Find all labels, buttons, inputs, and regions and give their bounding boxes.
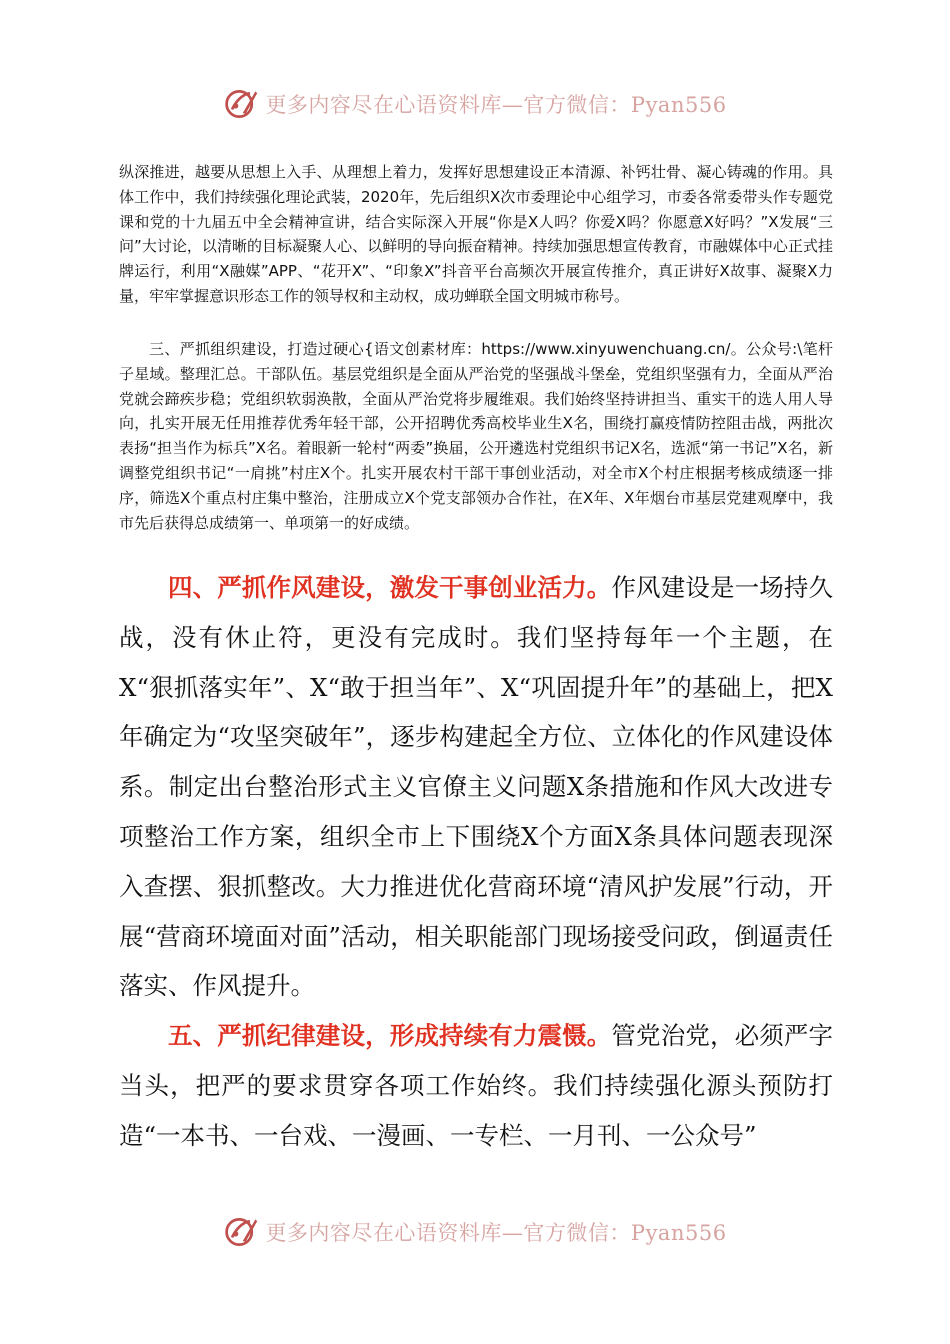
section-three-paragraph: 三、严抓组织建设，打造过硬心{语文创素材库：https://www.xinyuwenchuang.cn/。公众号:\笔杆子星域。整理汇总。干部队伍。基层党组织是全面从严治党的坚强战斗堡垒，党组织坚强有力，全面从严治党就会蹄疾步稳；党组织软弱涣散，全面从严治党将步履维艰。我们始终坚持讲担当、重实干的选人用人导向，扎实开展无任用推荐优秀年轻干部，公开招聘优秀高校毕业生X名，围绕打赢疫情防控阻击战，两批次表扬“担当作为标兵”X名。着眼新一轮村“两委”换届，公开遴选村党组织书记X名，选派“第一书记”X名，新调整党组织书记“一肩挑”村庄X个。扎实开展农村干部干事创业活动，对全市X个村庄根据考核成绩逐一排序，筛选X个重点村庄集中整治，注册成立X个党支部领办合作社，在X年、X年烟台市基层党建观摩中，我市先后获得总成绩第一、单项第一的好成绩。 [119,340,833,532]
section-five-paragraph [119,1011,833,1160]
section-four-heading: 四、严抓作风建设，激发干事创业活力。 [168,573,612,602]
pen-logo-icon [223,1214,259,1250]
footer-banner [0,1214,950,1250]
section-three [119,337,833,535]
footer-banner-text: 更多内容尽在心语资料库—官方微信：Pyan556 [265,1221,727,1245]
pen-logo-icon [223,86,259,122]
header-banner [0,86,950,122]
section-four-body: 作风建设是一场持久战，没有休止符，更没有完成时。我们坚持每年一个主题，在X“狠抓落实年”、X“敢于担当年”、X“巩固提升年”的基础上，把X年确定为“攻坚突破年”，逐步构建起全方位、立体化的作风建设体系。制定出台整治形式主义官僚主义问题X条措施和作风大改进专项整治工作方案，组织全市上下围绕X个方面X条具体问题表现深入查摆、狠抓整改。大力推进优化营商环境“清风护发展”行动，开展“营商环境面对面”活动，相关职能部门现场接受问政，倒逼责任落实、作风提升。 [119,573,833,1001]
section-five [119,1011,833,1160]
section-two-paragraph: 纵深推进，越要从思想上入手、从理想上着力，发挥好思想建设正本清源、补钙壮骨、凝心铸魂的作用。具体工作中，我们持续强化理论武装，2020年，先后组织X次市委理论中心组学习，市委各常委带头作专题党课和党的十九届五中全会精神宣讲，结合实际深入开展“你是X人吗？你爱X吗？你愿意X好吗？”X发展“三问”大讨论，以清晰的目标凝聚人心、以鲜明的导向振奋精神。持续加强思想宣传教育，市融媒体中心正式挂牌运行，利用“X融媒”APP、“花开X”、“印象X”抖音平台高频次开展宣传推介，真正讲好X故事、凝聚X力量，牢牢掌握意识形态工作的领导权和主动权，成功蝉联全国文明城市称号。 [119,163,833,305]
section-two-tail [119,160,833,309]
section-five-body: 管党治党，必须严字当头，把严的要求贯穿各项工作始终。我们持续强化源头预防打造“一本书、一台戏、一漫画、一专栏、一月刊、一公众号” [119,1021,833,1150]
section-four-paragraph [119,563,833,1011]
section-five-heading: 五、严抓纪律建设，形成持续有力震慑。 [168,1021,612,1050]
section-four [119,563,833,1011]
header-banner-text: 更多内容尽在心语资料库—官方微信：Pyan556 [265,93,727,117]
